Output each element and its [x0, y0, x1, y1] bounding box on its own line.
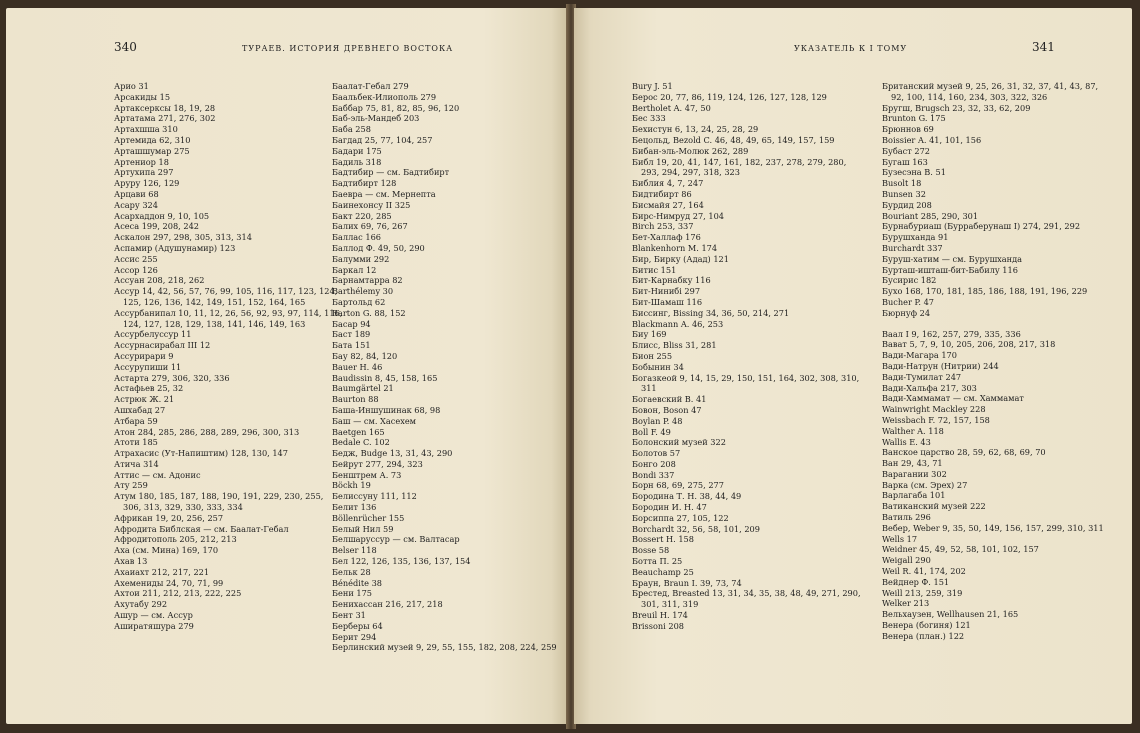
index-entry: Баст 189 — [332, 329, 371, 340]
index-entry: Bertholet A. 47, 50 — [632, 102, 711, 113]
index-entry: Брюннов 69 — [882, 124, 934, 135]
index-entry: Baumgärtel 21 — [332, 383, 394, 394]
index-entry: Берберы 64 — [332, 620, 383, 631]
index-entry: Bauer H. 46 — [332, 361, 383, 372]
index-entry: Берос 20, 77, 86, 119, 124, 126, 127, 128, 129 — [632, 91, 827, 102]
index-entry: Бент 31 — [332, 610, 366, 621]
index-entry: Walther A. 118 — [882, 425, 944, 436]
index-entry: Ватиканский музей 222 — [882, 501, 986, 512]
index-entry: Бау 82, 84, 120 — [332, 350, 398, 361]
index-entry: Борн 68, 69, 275, 277 — [632, 480, 724, 491]
index-entry: Ату 259 — [114, 480, 148, 491]
index-entry: Weill 213, 259, 319 — [882, 587, 963, 598]
index-entry: Библ 19, 20, 41, 147, 161, 182, 237, 278, 279, 280, 293, 294, 297, 318, 323 — [632, 156, 847, 178]
index-entry: Ахемениды 24, 70, 71, 99 — [114, 577, 224, 588]
index-entry: Ахутабу 292 — [114, 599, 168, 610]
index-entry: Brissoni 208 — [632, 620, 685, 631]
index-entry: Атоти 185 — [114, 437, 158, 448]
index-entry: Артатама 271, 276, 302 — [114, 113, 216, 124]
index-entry: Ашхабад 27 — [114, 404, 166, 415]
index-entry: Бурдид 208 — [882, 199, 932, 210]
index-entry: Boll F. 49 — [632, 426, 671, 437]
index-entry: Астрюк Ж. 21 — [114, 394, 175, 405]
index-entry: Борсиппа 27, 105, 122 — [632, 512, 729, 523]
index-entry: Weigall 290 — [882, 555, 931, 566]
index-entry: Бородина Т. Н. 38, 44, 49 — [632, 491, 742, 502]
index-entry: Birch 253, 337 — [632, 221, 694, 232]
index-entry: Бубаст 272 — [882, 145, 930, 156]
index-entry: Африкан 19, 20, 256, 257 — [114, 512, 224, 523]
index-entry: Бузесэна В. 51 — [882, 167, 946, 178]
index-entry: Вейднер Ф. 151 — [882, 576, 950, 587]
index-entry: Ваал I 9, 162, 257, 279, 335, 336 — [882, 328, 1021, 339]
index-entry: Биссинг, Bissing 34, 36, 50, 214, 271 — [632, 307, 790, 318]
index-entry: Брестед, Breasted 13, 31, 34, 35, 38, 48, 49, 271, 290, 301, 311, 319 — [632, 588, 861, 610]
index-entry: Атум 180, 185, 187, 188, 190, 191, 229, 230, 255, 306, 313, 329, 330, 333, 334 — [114, 491, 324, 513]
index-entry: Балумми 292 — [332, 253, 390, 264]
index-entry: Bosse 58 — [632, 545, 670, 556]
index-entry: Берлинский музей 9, 29, 55, 155, 182, 208, 224, 259 — [332, 642, 557, 653]
index-entry: Бадтибир — см. Бадтибирт — [332, 167, 450, 178]
index-entry: Аширатяшура 279 — [114, 620, 194, 631]
index-entry: Багдад 25, 77, 104, 257 — [332, 134, 433, 145]
index-entry: Ассурупиши 11 — [114, 361, 182, 372]
index-entry: Weil R. 41, 174, 202 — [882, 566, 966, 577]
index-entry: Welker 213 — [882, 598, 930, 609]
index-entry: Бакт 220, 285 — [332, 210, 392, 221]
index-entry: Бир, Бирку (Адад) 121 — [632, 253, 729, 264]
index-entry: Артениор 18 — [114, 156, 169, 167]
index-entry: Бухо 168, 170, 181, 185, 186, 188, 191, 196, 229 — [882, 286, 1088, 297]
index-entry: Blackmann A. 46, 253 — [632, 318, 724, 329]
index-entry: Бени 175 — [332, 588, 373, 599]
index-entry: Baetgen 165 — [332, 426, 385, 437]
page-number: 341 — [1032, 40, 1055, 54]
index-entry: Богаевский В. 41 — [632, 394, 707, 405]
index-entry: Бартольд 62 — [332, 296, 386, 307]
index-entry: Вади-Хаммамат — см. Хаммамат — [882, 393, 1024, 404]
index-entry: Bedale C. 102 — [332, 437, 390, 448]
index-entry: Бюрнуф 24 — [882, 307, 931, 318]
index-entry: Бадари 175 — [332, 145, 382, 156]
index-entry: Битис 151 — [632, 264, 677, 275]
index-entry: Бурташ-ишташ-бит-Бабилу 116 — [882, 264, 1018, 275]
index-entry: Бес 333 — [632, 113, 666, 124]
index-column-2 — [332, 81, 562, 653]
index-entry: Баркал 12 — [332, 264, 377, 275]
index-entry: Баббар 75, 81, 82, 85, 96, 120 — [332, 102, 460, 113]
index-entry: Бадиль 318 — [332, 156, 382, 167]
index-entry: Бельк 28 — [332, 566, 371, 577]
index-entry: Бион 255 — [632, 350, 673, 361]
index-entry: Bury J. 51 — [632, 81, 673, 91]
index-entry: Barthélemy 30 — [332, 286, 394, 297]
index-entry: Baurton 88 — [332, 394, 379, 405]
index-entry: Wainwright Mackley 228 — [882, 404, 986, 415]
index-entry: Белшаруссур — см. Валтасар — [332, 534, 460, 545]
index-entry: Blankenhorn M. 174 — [632, 242, 718, 253]
index-entry: Атича 314 — [114, 458, 159, 469]
index-entry: Берит 294 — [332, 631, 377, 642]
index-entry: Busolt 18 — [882, 178, 922, 189]
index-entry: Вади-Хальфа 217, 303 — [882, 382, 977, 393]
index-entry: Borchardt 32, 56, 58, 101, 209 — [632, 523, 760, 534]
running-head: УКАЗАТЕЛЬ К I ТОМУ — [794, 44, 908, 53]
index-entry: Богазкеой 9, 14, 15, 29, 150, 151, 164, 302, 308, 310, 311 — [632, 372, 860, 394]
index-entry: Арцави 68 — [114, 188, 159, 199]
index-entry: Бонго 208 — [632, 458, 676, 469]
index-entry: Бовон, Boson 47 — [632, 404, 702, 415]
index-entry: Венера (план.) 122 — [882, 630, 965, 641]
index-entry: Bondi 337 — [632, 469, 675, 480]
index-entry: Bucher P. 47 — [882, 296, 934, 307]
index-entry: Wells 17 — [882, 533, 918, 544]
index-entry: Бибан-эль-Молюк 262, 289 — [632, 145, 749, 156]
index-entry: Варагании 302 — [882, 468, 947, 479]
index-entry: Баша-Иншушинак 68, 98 — [332, 404, 441, 415]
index-entry: Ассур 14, 42, 56, 57, 76, 99, 105, 116, 117, 123, 124, 125, 126, 136, 142, 149, 151, 152, 164, 165 — [114, 286, 338, 307]
index-entry: Асархаддон 9, 10, 105 — [114, 210, 210, 221]
index-entry: Бит-Карнабку 116 — [632, 275, 711, 286]
index-entry: Бругш, Brugsch 23, 32, 33, 62, 209 — [882, 102, 1031, 113]
index-entry: Bouriant 285, 290, 301 — [882, 210, 979, 221]
index-entry: Болонский музей 322 — [632, 437, 726, 448]
index-entry: Баба 258 — [332, 124, 371, 135]
index-entry: Белый Нил 59 — [332, 523, 394, 534]
index-entry: Болотов 57 — [632, 448, 681, 459]
index-entry: Асару 324 — [114, 199, 158, 210]
index-entry: Белиссуну 111, 112 — [332, 491, 417, 502]
index-entry: Баалат-Гебал 279 — [332, 81, 409, 91]
index-entry: Басар 94 — [332, 318, 371, 329]
index-column-1 — [632, 81, 862, 632]
left-page — [6, 8, 568, 724]
index-entry: Бисмайя 27, 164 — [632, 199, 704, 210]
index-entry: Brunton G. 175 — [882, 113, 946, 124]
index-entry: Баш — см. Хасехем — [332, 415, 417, 426]
index-entry: Атон 284, 285, 286, 288, 289, 296, 300, 313 — [114, 426, 300, 437]
index-entry: Артемида 62, 310 — [114, 134, 191, 145]
index-entry: Baudissin 8, 45, 158, 165 — [332, 372, 438, 383]
index-column-1 — [114, 81, 344, 632]
index-entry: Ватиль 296 — [882, 512, 931, 523]
index-entry: Баинехонсу II 325 — [332, 199, 411, 210]
index-entry: Бехистун 6, 13, 24, 25, 28, 29 — [632, 124, 759, 135]
index-entry: Bénédite 38 — [332, 577, 382, 588]
index-entry: Ассор 126 — [114, 264, 158, 275]
index-entry: Белит 136 — [332, 502, 377, 513]
index-entry: Арсакиды 15 — [114, 91, 171, 102]
index-entry: Британский музей 9, 25, 26, 31, 32, 37, 41, 43, 87, 92, 100, 114, 160, 234, 303, 322, 326 — [882, 81, 1099, 102]
running-head: ТУРАЕВ. ИСТОРИЯ ДРЕВНЕГО ВОСТОКА — [242, 44, 454, 53]
index-entry: Weissbach F. 72, 157, 158 — [882, 414, 990, 425]
index-entry: Бет-Халлаф 176 — [632, 232, 701, 243]
index-entry: Атбара 59 — [114, 415, 158, 426]
index-entry: Ванское царство 28, 59, 62, 68, 69, 70 — [882, 447, 1046, 458]
index-entry: Breuil H. 174 — [632, 610, 688, 621]
index-entry: Weidner 45, 49, 52, 58, 101, 102, 157 — [882, 544, 1039, 555]
index-entry: Баальбек-Илиополь 279 — [332, 91, 437, 102]
index-entry: Вади-Натрун (Нитрии) 244 — [882, 360, 999, 371]
index-entry: Boylan P. 48 — [632, 415, 683, 426]
index-entry: Артухипа 297 — [114, 167, 174, 178]
right-page — [574, 8, 1132, 724]
index-entry: Варлагаба 101 — [882, 490, 946, 501]
index-entry: Баллод Ф. 49, 50, 290 — [332, 242, 425, 253]
index-entry: Ассуан 208, 218, 262 — [114, 275, 205, 286]
index-entry: Бурнабуриаш (Бурраберунаш I) 274, 291, 292 — [882, 221, 1081, 232]
index-entry: Ассурирари 9 — [114, 350, 174, 361]
index-entry: Бецольд, Bezold C. 46, 48, 49, 65, 149, 157, 159 — [632, 134, 835, 145]
index-entry: Аха (см. Мина) 169, 170 — [114, 545, 219, 556]
index-entry: Ван 29, 43, 71 — [882, 458, 943, 469]
index-entry: Wallis E. 43 — [882, 436, 931, 447]
index-entry: Böckh 19 — [332, 480, 371, 491]
index-entry: Аттис — см. Адонис — [114, 469, 201, 480]
index-entry: Афродитополь 205, 212, 213 — [114, 534, 237, 545]
index-entry: Bunsen 32 — [882, 188, 926, 199]
index-entry: Бедж, Budge 13, 31, 43, 290 — [332, 448, 453, 459]
index-entry: Блисс, Bliss 31, 281 — [632, 340, 717, 351]
index-entry: Boissier A. 41, 101, 156 — [882, 134, 982, 145]
index-entry: Бенштрем А. 73 — [332, 469, 402, 480]
index-entry: Бейрут 277, 294, 323 — [332, 458, 423, 469]
index-entry: Burchardt 337 — [882, 242, 943, 253]
index-entry: Асеса 199, 208, 242 — [114, 221, 199, 232]
index-entry: Бурушханда 91 — [882, 232, 949, 243]
index-entry: Баб-эль-Мандеб 203 — [332, 113, 420, 124]
index-entry: Böllenrücher 155 — [332, 512, 405, 523]
index-entry: Barton G. 88, 152 — [332, 307, 406, 318]
index-entry: Аруру 126, 129 — [114, 178, 180, 189]
index-entry: Вельхаузен, Wellhausen 21, 165 — [882, 609, 1019, 620]
index-entry: Балих 69, 76, 267 — [332, 221, 408, 232]
index-entry: Ахтои 211, 212, 213, 222, 225 — [114, 588, 242, 599]
index-entry: Ахаиахт 212, 217, 221 — [114, 566, 210, 577]
index-entry: Астафьев 25, 32 — [114, 383, 184, 394]
index-entry: Астарта 279, 306, 320, 336 — [114, 372, 230, 383]
index-entry: Бидтибирт 86 — [632, 188, 692, 199]
index-entry: Библия 4, 7, 247 — [632, 178, 704, 189]
index-entry: Баллас 166 — [332, 232, 381, 243]
index-entry: Вади-Магара 170 — [882, 350, 957, 361]
index-entry: Бусирис 182 — [882, 275, 937, 286]
index-entry: Бит-Нинибі 297 — [632, 286, 701, 297]
index-entry: Ассурбелуссур 11 — [114, 329, 192, 340]
index-column-2 — [882, 81, 1112, 642]
index-entry: Браун, Braun I. 39, 73, 74 — [632, 577, 742, 588]
index-entry: Beauchamp 25 — [632, 566, 694, 577]
index-entry: Вават 5, 7, 9, 10, 205, 206, 208, 217, 318 — [882, 339, 1056, 350]
index-entry: Ассурбанипал 10, 11, 12, 26, 56, 92, 93, 97, 114, 116, 124, 127, 128, 129, 138, 141, 146, 149, 163 — [114, 307, 343, 329]
index-entry: Арио 31 — [114, 81, 149, 91]
index-entry: Бугаш 163 — [882, 156, 928, 167]
index-entry: Бирс-Нимруд 27, 104 — [632, 210, 724, 221]
index-entry: Аспамир (Адушунамир) 123 — [114, 242, 236, 253]
index-entry: Биу 169 — [632, 329, 667, 340]
index-entry: Вади-Тумилат 247 — [882, 371, 962, 382]
index-entry: Афродита Библская — см. Баалат-Гебал — [114, 523, 289, 534]
index-entry: Бит-Шамаш 116 — [632, 296, 703, 307]
index-entry: Ассурнасирабал III 12 — [114, 340, 211, 351]
index-entry: Ассис 255 — [114, 253, 158, 264]
index-entry: Буруш-хатим — см. Бурушханда — [882, 253, 1023, 264]
index-entry: Венера (богиня) 121 — [882, 620, 971, 631]
index-entry: Ашур — см. Ассур — [114, 610, 193, 621]
index-entry: Бата 151 — [332, 340, 371, 351]
page-number: 340 — [114, 40, 137, 54]
index-entry: Бел 122, 126, 135, 136, 137, 154 — [332, 556, 471, 567]
index-entry: Артаксерксы 18, 19, 28 — [114, 102, 216, 113]
index-entry: Belser 118 — [332, 545, 377, 556]
index-entry: Артахшша 310 — [114, 124, 178, 135]
index-entry: Ботта П. 25 — [632, 556, 683, 567]
index-entry: Аскалон 297, 298, 305, 313, 314 — [114, 232, 252, 243]
index-entry: Баевра — см. Мернепта — [332, 188, 436, 199]
index-entry: Bossert H. 158 — [632, 534, 694, 545]
index-entry: Бадтибирт 128 — [332, 178, 397, 189]
index-entry: Барнамтарра 82 — [332, 275, 403, 286]
index-entry: Вебер, Weber 9, 35, 50, 149, 156, 157, 299, 310, 311 — [882, 522, 1104, 533]
index-entry: Бобынин 34 — [632, 361, 684, 372]
index-entry: Арташшумар 275 — [114, 145, 190, 156]
index-entry: Ахав 13 — [114, 556, 148, 567]
index-entry: Атрахасис (Ут-Напиштим) 128, 130, 147 — [114, 448, 288, 459]
index-entry: Бенихассан 216, 217, 218 — [332, 599, 443, 610]
index-entry: Бородин И. Н. 47 — [632, 502, 707, 513]
index-entry: Варка (см. Эрех) 27 — [882, 479, 968, 490]
